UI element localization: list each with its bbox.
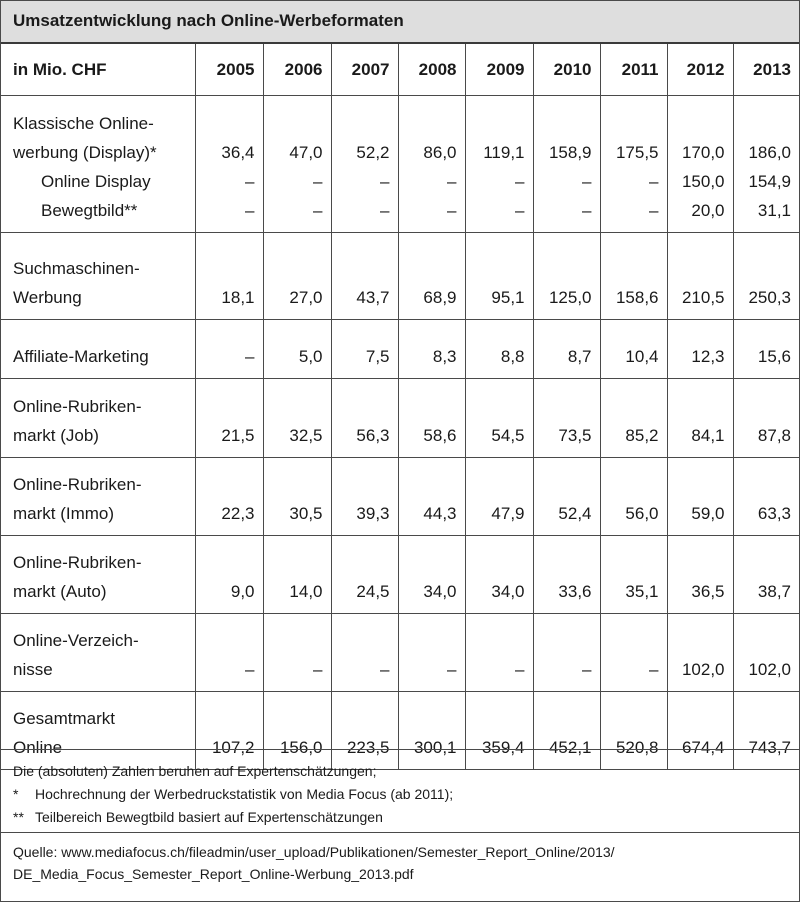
table-row [1, 320, 799, 379]
value: 84,1 [691, 426, 725, 445]
row-label-cell [1, 379, 195, 458]
value: 86,0 [423, 143, 457, 162]
value: 36,5 [691, 582, 725, 601]
value: 125,0 [548, 288, 592, 307]
value: 18,1 [221, 288, 255, 307]
value-cell [600, 233, 667, 320]
value: – [582, 660, 592, 679]
value: 21,5 [221, 426, 255, 445]
subrow-value: – [447, 201, 457, 220]
value-cell [465, 536, 533, 614]
table-row [1, 96, 799, 233]
value-cell [331, 96, 398, 233]
row-label: Online-Verzeich- [13, 631, 139, 650]
subrow-value: 150,0 [681, 172, 725, 191]
value: 30,5 [289, 504, 323, 523]
value: 68,9 [423, 288, 457, 307]
value: 34,0 [423, 582, 457, 601]
table-title: Umsatzentwicklung nach Online-Werbeformaten [13, 11, 404, 30]
subrow-value: – [380, 201, 390, 220]
value-cell [733, 379, 799, 458]
table-row [1, 233, 799, 320]
row-label: Suchmaschinen- [13, 259, 140, 278]
value: 95,1 [491, 288, 525, 307]
value: 8,7 [567, 347, 592, 366]
value-cell [331, 379, 398, 458]
value-cell [533, 614, 600, 692]
value: – [245, 660, 255, 679]
value-cell [600, 458, 667, 536]
value-cell [195, 614, 263, 692]
value: 39,3 [356, 504, 390, 523]
value-cell [600, 96, 667, 233]
value-cell [733, 614, 799, 692]
value: 47,9 [491, 504, 525, 523]
value: 35,1 [625, 582, 659, 601]
value: 10,4 [625, 347, 659, 366]
year-header: 2005 [195, 44, 263, 96]
value-cell [667, 96, 733, 233]
row-label-cell [1, 536, 195, 614]
value: 7,5 [365, 347, 390, 366]
subrow-value: – [245, 172, 255, 191]
year-header: 2006 [263, 44, 331, 96]
value: 170,0 [681, 143, 725, 162]
value: 87,8 [757, 426, 791, 445]
value-cell [263, 379, 331, 458]
value-cell [195, 379, 263, 458]
subrow-value: – [515, 172, 525, 191]
value: 223,5 [346, 738, 390, 757]
table-row [1, 379, 799, 458]
row-label: nisse [13, 660, 53, 679]
row-label: Online [13, 738, 63, 757]
row-label: Affiliate-Marketing [13, 347, 149, 366]
value: 33,6 [558, 582, 592, 601]
value-cell [331, 458, 398, 536]
year-header: 2008 [398, 44, 465, 96]
table-row [1, 536, 799, 614]
year-header: 2011 [600, 44, 667, 96]
value-cell [263, 320, 331, 379]
row-label: werbung (Display)* [13, 143, 157, 162]
row-label-cell [1, 458, 195, 536]
value: – [515, 660, 525, 679]
value-cell [533, 536, 600, 614]
revenue-table [1, 44, 799, 770]
unit-header: in Mio. CHF [1, 44, 195, 96]
value: 8,3 [432, 347, 457, 366]
value: 9,0 [230, 582, 255, 601]
value: 102,0 [681, 660, 725, 679]
value-cell [331, 233, 398, 320]
value-cell [195, 320, 263, 379]
value-cell [263, 536, 331, 614]
value-cell [667, 614, 733, 692]
value-cell [600, 379, 667, 458]
notes-intro: Die (absoluten) Zahlen beruhen auf Expertenschätzungen; [13, 763, 377, 779]
value-cell [263, 458, 331, 536]
value: 44,3 [423, 504, 457, 523]
row-label: markt (Immo) [13, 504, 115, 523]
value-cell [600, 536, 667, 614]
value: 36,4 [221, 143, 255, 162]
footnote-text: Teilbereich Bewegtbild basiert auf Expertenschätzungen [35, 809, 383, 825]
row-label-cell [1, 96, 195, 233]
value: – [380, 660, 390, 679]
value: – [649, 660, 659, 679]
row-label: Online-Rubriken- [13, 475, 142, 494]
value: 119,1 [483, 143, 525, 162]
subrow-value: 31,1 [757, 201, 791, 220]
value-cell [465, 379, 533, 458]
value: 674,4 [681, 738, 725, 757]
subrow-value: – [649, 201, 659, 220]
notes-section [1, 749, 799, 833]
value-cell [533, 379, 600, 458]
footnote-text: Hochrechnung der Werbedruckstatistik von Media Focus (ab 2011); [35, 786, 454, 802]
subrow-value: – [582, 201, 592, 220]
source-section [1, 841, 799, 885]
value: 52,4 [558, 504, 592, 523]
subrow-value: 154,9 [748, 172, 791, 191]
row-label: Klassische Online- [13, 114, 154, 133]
value: 158,9 [548, 143, 592, 162]
value: 63,3 [757, 504, 791, 523]
value: 38,7 [757, 582, 791, 601]
value-cell [398, 536, 465, 614]
row-label: Werbung [13, 288, 82, 307]
row-label: markt (Auto) [13, 582, 107, 601]
value: 520,8 [615, 738, 659, 757]
subrow-label: Bewegtbild** [41, 201, 138, 220]
value-cell [398, 233, 465, 320]
value: – [447, 660, 457, 679]
value-cell [465, 614, 533, 692]
value: 14,0 [289, 582, 323, 601]
value-cell [465, 320, 533, 379]
value-cell [263, 96, 331, 233]
value-cell [398, 320, 465, 379]
value: – [245, 347, 255, 366]
value: 156,0 [279, 738, 323, 757]
value-cell [733, 233, 799, 320]
value-cell [667, 233, 733, 320]
year-header: 2013 [733, 44, 799, 96]
table-row [1, 458, 799, 536]
value-cell [465, 458, 533, 536]
value: 250,3 [748, 288, 791, 307]
value: 32,5 [289, 426, 323, 445]
value-cell [533, 320, 600, 379]
subrow-value: – [245, 201, 255, 220]
value-cell [667, 379, 733, 458]
subrow-value: – [380, 172, 390, 191]
subrow-label: Online Display [41, 172, 151, 191]
row-label-cell [1, 614, 195, 692]
value-cell [263, 233, 331, 320]
row-label: Online-Rubriken- [13, 553, 142, 572]
value-cell [195, 233, 263, 320]
value-cell [600, 320, 667, 379]
value: 186,0 [748, 143, 791, 162]
value: 158,6 [615, 288, 659, 307]
value: 47,0 [289, 143, 323, 162]
footnote-mark: ** [13, 809, 24, 825]
subrow-value: – [515, 201, 525, 220]
value-cell [533, 458, 600, 536]
value: 5,0 [298, 347, 323, 366]
value: 210,5 [681, 288, 725, 307]
value-cell [465, 96, 533, 233]
value-cell [733, 320, 799, 379]
subrow-value: – [313, 172, 323, 191]
value: 43,7 [356, 288, 390, 307]
table-body [1, 96, 799, 770]
footnote [13, 783, 787, 806]
subrow-value: 20,0 [691, 201, 725, 220]
year-header: 2009 [465, 44, 533, 96]
value-cell [398, 614, 465, 692]
source-line: DE_Media_Focus_Semester_Report_Online-Werbung_2013.pdf [13, 866, 414, 882]
value: 54,5 [491, 426, 525, 445]
value: 27,0 [289, 288, 323, 307]
subrow-value: – [313, 201, 323, 220]
value-cell [667, 458, 733, 536]
value: 452,1 [548, 738, 592, 757]
value-cell [733, 536, 799, 614]
value: 73,5 [558, 426, 592, 445]
value-cell [195, 96, 263, 233]
source-line: Quelle: www.mediafocus.ch/fileadmin/user_upload/Publikationen/Semester_Report_Online/2013/ [13, 844, 615, 860]
value: 59,0 [691, 504, 725, 523]
value-cell [465, 233, 533, 320]
value: 102,0 [748, 660, 791, 679]
value-cell [331, 614, 398, 692]
row-label-cell [1, 320, 195, 379]
subrow-value: – [582, 172, 592, 191]
value: – [313, 660, 323, 679]
value: 175,5 [615, 143, 659, 162]
value: 24,5 [356, 582, 390, 601]
value: 34,0 [491, 582, 525, 601]
value: 743,7 [748, 738, 791, 757]
row-label: markt (Job) [13, 426, 99, 445]
value: 300,1 [413, 738, 457, 757]
year-header: 2007 [331, 44, 398, 96]
row-label: Gesamtmarkt [13, 709, 116, 728]
value: 56,3 [356, 426, 390, 445]
value: 359,4 [481, 738, 525, 757]
value: 107,2 [211, 738, 255, 757]
year-header: 2010 [533, 44, 600, 96]
header-row [1, 44, 799, 96]
value: 52,2 [356, 143, 390, 162]
value-cell [331, 536, 398, 614]
value: 58,6 [423, 426, 457, 445]
value: 22,3 [221, 504, 255, 523]
year-header: 2012 [667, 44, 733, 96]
value-cell [533, 233, 600, 320]
value-cell [331, 320, 398, 379]
table-row [1, 614, 799, 692]
row-label-cell [1, 233, 195, 320]
value-cell [600, 614, 667, 692]
value-cell [667, 320, 733, 379]
value-cell [195, 458, 263, 536]
value-cell [733, 458, 799, 536]
value-cell [733, 96, 799, 233]
footnote [13, 806, 787, 829]
value-cell [195, 536, 263, 614]
subrow-value: – [447, 172, 457, 191]
value-cell [263, 614, 331, 692]
value: 12,3 [691, 347, 725, 366]
title-bar [1, 1, 799, 44]
value-cell [398, 458, 465, 536]
value-cell [398, 96, 465, 233]
value-cell [667, 536, 733, 614]
footnote-mark: * [13, 786, 19, 802]
value: 85,2 [625, 426, 659, 445]
value: 56,0 [625, 504, 659, 523]
value-cell [398, 379, 465, 458]
value: 15,6 [757, 347, 791, 366]
value: 8,8 [500, 347, 525, 366]
row-label: Online-Rubriken- [13, 397, 142, 416]
value-cell [533, 96, 600, 233]
subrow-value: – [649, 172, 659, 191]
